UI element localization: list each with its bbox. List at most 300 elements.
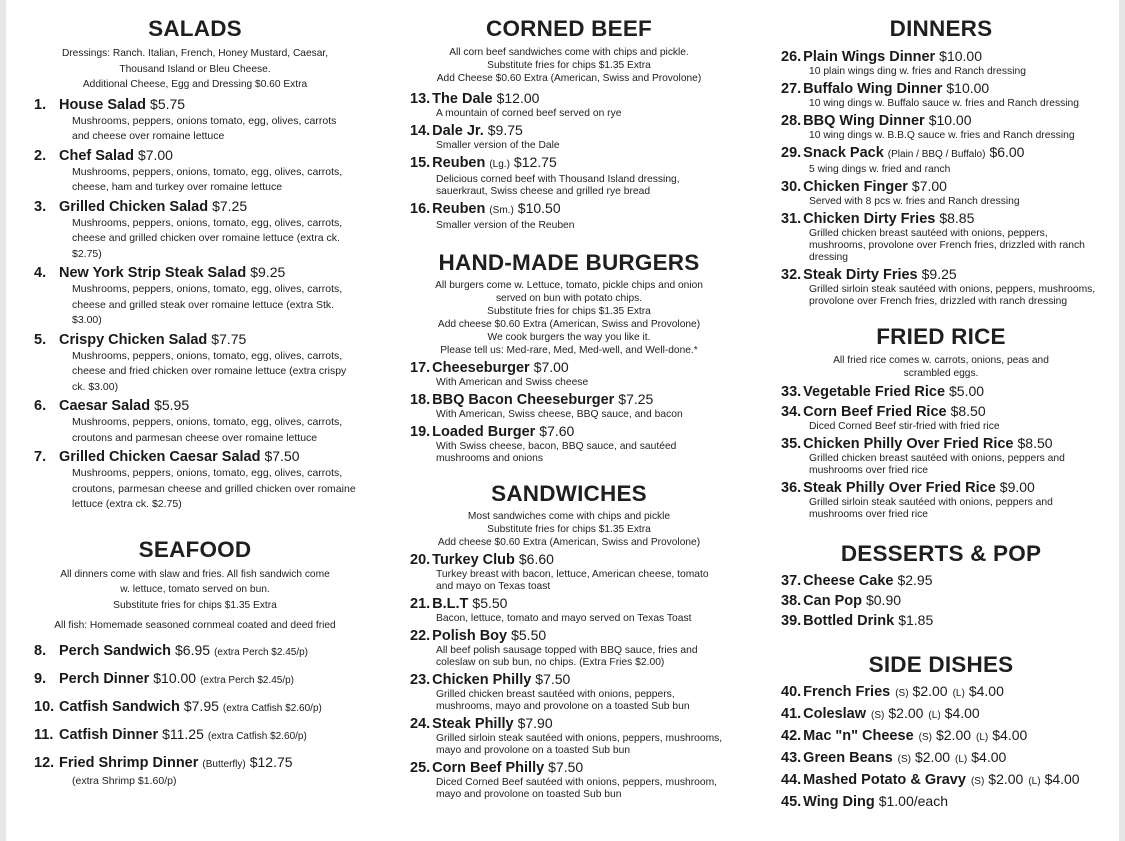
menu-item-header xyxy=(781,111,1101,130)
item-number: 25. xyxy=(410,760,431,776)
item-number: 19. xyxy=(410,424,431,440)
menu-page xyxy=(6,0,1119,841)
item-description: A mountain of corned beef served on rye xyxy=(436,108,622,119)
menu-item xyxy=(410,358,728,389)
item-description: Smaller version of the Reuben xyxy=(436,220,575,231)
menu-item-header xyxy=(34,725,356,746)
item-name: BBQ Bacon Cheeseburger xyxy=(432,392,615,408)
dinners-section xyxy=(781,14,1101,308)
menu-item-header xyxy=(34,697,356,718)
item-name: Grilled Chicken Salad xyxy=(59,198,209,215)
item-price: $2.95 xyxy=(897,572,933,588)
item-number: 39. xyxy=(781,613,802,629)
desserts-section xyxy=(781,539,1101,630)
item-number: 1. xyxy=(34,96,47,113)
size-small-label: (S) xyxy=(895,688,909,699)
item-price: $7.90 xyxy=(517,715,553,731)
menu-item xyxy=(781,382,1101,401)
item-price: $9.75 xyxy=(487,122,523,138)
item-name: Corn Beef Fried Rice xyxy=(803,404,947,420)
item-number: 21. xyxy=(410,596,431,612)
item-name: Loaded Burger xyxy=(432,424,536,440)
item-price: $10.00 xyxy=(939,48,982,64)
item-price: $11.25 xyxy=(162,725,204,742)
item-price: $7.50 xyxy=(548,759,584,775)
menu-item-header xyxy=(34,641,356,662)
seafood-section xyxy=(34,535,356,790)
menu-item xyxy=(34,95,356,145)
menu-item-header xyxy=(410,422,728,441)
item-description: With American and Swiss cheese xyxy=(436,377,589,388)
item-number: 26. xyxy=(781,49,802,65)
item-name: House Salad xyxy=(59,96,147,113)
menu-item-header xyxy=(781,209,1101,228)
item-price: $8.50 xyxy=(1017,435,1053,451)
item-name: Corn Beef Philly xyxy=(432,760,545,776)
item-name: Buffalo Wing Dinner xyxy=(803,81,943,97)
item-number: 34. xyxy=(781,404,802,420)
item-name: Plain Wings Dinner xyxy=(803,49,936,65)
dinners-title: DINNERS xyxy=(889,16,993,41)
item-description: Bacon, lettuce, tomato and mayo served on Texas Toast xyxy=(436,613,692,624)
menu-item xyxy=(781,177,1101,208)
item-number: 9. xyxy=(34,670,47,687)
item-description: Mushrooms, peppers, onions, tomato, egg, olives, carrots, cheese and fried chicken over romaine lettuce (extra crispy ck. $3.00) xyxy=(72,349,347,393)
item-price: $7.75 xyxy=(211,330,247,347)
menu-item-header xyxy=(781,770,1101,791)
item-description: Diced Corned Beef sautéed with onions, peppers, mushroom, mayo and provolone on toasted Sub bun xyxy=(436,777,718,800)
item-price: $7.00 xyxy=(533,359,569,375)
burgers-title: HAND-MADE BURGERS xyxy=(438,250,700,275)
menu-item-header xyxy=(781,748,1101,769)
item-price: $6.60 xyxy=(518,551,554,567)
item-variant: (Sm.) xyxy=(489,205,514,216)
menu-item xyxy=(781,726,1101,747)
menu-item xyxy=(781,682,1101,703)
item-description: 5 wing dings w. fried and ranch xyxy=(809,164,951,175)
size-small-price: $2.00 xyxy=(912,683,948,699)
item-number: 35. xyxy=(781,436,802,452)
burgers-note: All burgers come w. Lettuce, tomato, pickle chips and onion served on bun with potato chips. Substitute fries for chips $1.35 Extra Add cheese $0.60 Extra (American, Swiss and Provolone) We cook burgers the way you like it. Please tell us: Med-rare, Med, Med-well, and Well-done.* xyxy=(435,280,703,356)
menu-item-header xyxy=(781,478,1101,497)
sandwiches-section xyxy=(410,479,728,801)
item-number: 43. xyxy=(781,750,802,766)
item-description: With Swiss cheese, bacon, BBQ sauce, and sautéed mushrooms and onions xyxy=(436,441,677,464)
item-price: $7.95 xyxy=(183,697,219,714)
menu-item xyxy=(781,611,1101,630)
item-number: 6. xyxy=(34,398,47,414)
menu-item-header xyxy=(410,550,728,569)
menu-item-header xyxy=(410,199,728,220)
item-price: $0.90 xyxy=(865,592,902,608)
menu-item-header xyxy=(410,153,728,174)
item-number: 18. xyxy=(410,392,431,408)
item-name: Bottled Drink xyxy=(803,613,895,629)
column-right xyxy=(781,14,1101,811)
menu-item-header xyxy=(410,670,728,689)
item-name: Perch Dinner xyxy=(59,670,150,687)
item-price: $6.95 xyxy=(175,641,211,658)
size-small-label: (S) xyxy=(918,732,932,743)
menu-item xyxy=(410,714,728,757)
menu-item-header xyxy=(34,146,356,165)
item-description: Mushrooms, peppers, onions tomato, egg, olives, carrots and cheese over romaine lettuce xyxy=(72,114,337,142)
item-price: $12.00 xyxy=(496,90,540,106)
menu-item xyxy=(410,422,728,465)
item-number: 14. xyxy=(410,123,431,139)
item-number: 11. xyxy=(34,726,54,743)
menu-item-header xyxy=(34,396,356,415)
item-name: New York Strip Steak Salad xyxy=(59,265,247,281)
menu-item-header xyxy=(781,792,1101,811)
item-price: $5.50 xyxy=(472,595,508,611)
menu-item xyxy=(781,792,1101,811)
item-description: Grilled sirloin steak sautéed with onions, peppers, mushrooms, mayo and provolone on a toasted Sub bun xyxy=(436,733,723,756)
item-name: Cheeseburger xyxy=(432,360,530,376)
item-name: Steak Dirty Fries xyxy=(803,267,918,283)
item-description: Delicious corned beef with Thousand Island dressing, sauerkraut, Swiss cheese and grilled rye bread xyxy=(436,174,680,197)
seafood-title: SEAFOOD xyxy=(138,536,252,562)
item-price: $12.75 xyxy=(513,154,557,170)
menu-item xyxy=(34,753,356,790)
item-name: Dale Jr. xyxy=(432,123,484,139)
item-price: $10.00 xyxy=(928,112,972,128)
menu-item xyxy=(34,725,356,746)
item-number: 33. xyxy=(781,384,802,400)
menu-item xyxy=(410,121,728,152)
item-price: $5.95 xyxy=(154,397,190,413)
item-variant: (Butterfly) xyxy=(202,758,246,770)
item-description: 10 plain wings ding w. fries and Ranch dressing xyxy=(809,66,1026,77)
seafood-note: All dinners come with slaw and fries. All fish sandwich come w. lettuce, tomato served on bun. Substitute fries for chips $1.35 Extra All fish: Homemade seasoned cornmeal coated and deed fried xyxy=(54,568,336,631)
menu-item xyxy=(781,209,1101,264)
salads-title: SALADS xyxy=(148,16,242,41)
size-large-price: $4.00 xyxy=(971,749,1007,765)
menu-item xyxy=(34,197,356,263)
fried-rice-title: FRIED RICE xyxy=(876,324,1006,349)
item-price: $7.50 xyxy=(264,448,300,464)
item-number: 13. xyxy=(410,91,431,107)
column-left xyxy=(34,14,356,789)
menu-item-header xyxy=(410,121,728,140)
item-number: 16. xyxy=(410,201,431,217)
menu-item-header xyxy=(34,263,356,282)
item-name: Grilled Chicken Caesar Salad xyxy=(59,449,261,465)
sandwiches-note: Most sandwiches come with chips and pickle Substitute fries for chips $1.35 Extra Add cheese $0.60 Extra (American, Swiss and Provolone) xyxy=(437,511,701,548)
item-description: Grilled sirloin steak sautéed with onions, peppers, mushrooms, provolone over French fries, drizzled with ranch dressing xyxy=(809,284,1096,307)
menu-item xyxy=(34,697,356,718)
menu-item-header xyxy=(781,726,1101,747)
item-description: Grilled chicken breast sautéed with onions, peppers, mushrooms, mayo and provolone on a toasted Sub bun xyxy=(436,689,690,712)
corned-beef-note: All corn beef sandwiches come with chips and pickle. Substitute fries for chips $1.35 Extra Add Cheese $0.60 Extra (American, Swiss and Provolone) xyxy=(436,47,702,84)
item-number: 22. xyxy=(410,628,431,644)
item-name: Mac "n" Cheese xyxy=(803,728,914,744)
menu-item-header xyxy=(34,330,356,349)
menu-item-header xyxy=(781,591,1101,610)
menu-item-header xyxy=(34,447,356,466)
item-name: French Fries xyxy=(803,684,891,700)
menu-item xyxy=(781,571,1101,590)
item-name: Can Pop xyxy=(803,593,862,609)
menu-item-header xyxy=(781,382,1101,401)
item-price: $10.50 xyxy=(517,200,561,216)
menu-item-header xyxy=(410,714,728,733)
menu-item xyxy=(410,199,728,232)
size-small-price: $2.00 xyxy=(914,749,951,765)
size-small-label: (S) xyxy=(871,710,885,721)
item-number: 23. xyxy=(410,672,431,688)
item-number: 37. xyxy=(781,573,802,589)
size-small-price: $2.00 xyxy=(888,705,924,721)
item-description: With American, Swiss cheese, BBQ sauce, and bacon xyxy=(436,409,683,420)
menu-item-header xyxy=(781,704,1101,725)
item-price: $10.00 xyxy=(153,669,197,686)
item-number: 45. xyxy=(781,794,802,810)
menu-item-header xyxy=(410,358,728,377)
item-description: Turkey breast with bacon, lettuce, American cheese, tomato and mayo on Texas toast xyxy=(436,569,709,592)
menu-item xyxy=(781,478,1101,521)
item-number: 2. xyxy=(34,147,47,164)
item-number: 28. xyxy=(781,113,802,129)
menu-item xyxy=(781,591,1101,610)
item-number: 3. xyxy=(34,198,47,215)
item-name: Snack Pack xyxy=(803,145,884,161)
menu-item xyxy=(410,626,728,669)
menu-item-header xyxy=(410,626,728,645)
fried-rice-note: All fried rice comes w. carrots, onions, peas and scrambled eggs. xyxy=(833,355,1049,379)
menu-item-header xyxy=(781,571,1101,590)
menu-item xyxy=(410,758,728,801)
fried-rice-section xyxy=(781,322,1101,521)
size-large-label: (L) xyxy=(955,754,968,765)
item-number: 32. xyxy=(781,267,802,283)
item-price: $7.60 xyxy=(539,423,575,439)
size-large-label: (L) xyxy=(1028,776,1041,787)
item-name: Green Beans xyxy=(803,750,893,766)
size-large-label: (L) xyxy=(952,688,965,699)
menu-item xyxy=(781,79,1101,110)
menu-item-header xyxy=(781,265,1101,284)
item-number: 5. xyxy=(34,331,47,348)
menu-item xyxy=(410,594,728,625)
item-price: $10.00 xyxy=(946,80,990,96)
item-description: All beef polish sausage topped with BBQ sauce, fries and coleslaw on sub bun, no chips. (Extra Fries $2.00) xyxy=(436,645,698,668)
item-number: 36. xyxy=(781,480,802,496)
size-small-price: $2.00 xyxy=(988,771,1024,787)
item-number: 15. xyxy=(410,155,431,171)
menu-item-header xyxy=(34,753,356,774)
item-name: Reuben xyxy=(432,155,486,171)
item-extra: (extra Catfish $2.60/p) xyxy=(207,730,307,742)
menu-item xyxy=(781,770,1101,791)
side-dishes-title: SIDE DISHES xyxy=(868,652,1014,677)
menu-item-header xyxy=(781,402,1101,421)
menu-item-header xyxy=(410,390,728,409)
item-name: Chicken Philly Over Fried Rice xyxy=(803,436,1014,452)
menu-item xyxy=(34,146,356,196)
size-small-label: (S) xyxy=(897,754,911,765)
menu-item xyxy=(781,402,1101,433)
side-dishes-section xyxy=(781,650,1101,811)
item-description: Grilled chicken breast sautéed with onions, peppers and mushrooms over fried rice xyxy=(809,453,1065,476)
menu-item-header xyxy=(34,197,356,216)
size-large-price: $4.00 xyxy=(1044,771,1080,787)
menu-item xyxy=(34,641,356,662)
item-price: $8.85 xyxy=(939,210,975,226)
item-name: Catfish Sandwich xyxy=(59,698,180,715)
menu-item xyxy=(34,447,356,513)
sandwiches-title: SANDWICHES xyxy=(491,481,647,506)
item-number: 12. xyxy=(34,754,55,771)
salads-note: Dressings: Ranch. Italian, French, Honey Mustard, Caesar, Thousand Island or Bleu Cheese. Additional Cheese, Egg and Dressing $0.60 Extra xyxy=(61,48,329,90)
menu-item xyxy=(34,330,356,396)
item-number: 27. xyxy=(781,81,802,97)
item-extra: (extra Perch $2.45/p) xyxy=(214,646,308,658)
item-name: The Dale xyxy=(432,91,493,107)
menu-item xyxy=(34,263,356,329)
item-number: 42. xyxy=(781,728,802,744)
item-price: $9.25 xyxy=(250,264,286,280)
size-large-label: (L) xyxy=(928,710,941,721)
menu-item-header xyxy=(34,669,356,690)
menu-item-header xyxy=(781,47,1101,66)
item-name: Fried Shrimp Dinner xyxy=(59,754,199,771)
item-number: 31. xyxy=(781,211,802,227)
item-description: (extra Shrimp $1.60/p) xyxy=(72,774,177,787)
desserts-title: DESSERTS & POP xyxy=(840,541,1042,566)
item-price: $9.00 xyxy=(999,479,1035,495)
item-number: 41. xyxy=(781,706,802,722)
item-number: 4. xyxy=(34,265,47,281)
item-price: $6.00 xyxy=(989,144,1025,160)
item-price: $7.25 xyxy=(618,391,654,407)
menu-item xyxy=(781,748,1101,769)
menu-item xyxy=(781,265,1101,308)
item-name: Coleslaw xyxy=(803,706,867,722)
item-name: Chicken Finger xyxy=(803,179,908,195)
item-description: Mushrooms, peppers, onions, tomato, egg, olives, carrots, cheese, ham and turkey over romaine lettuce xyxy=(72,165,343,193)
item-price: $1.00/each xyxy=(878,793,949,809)
item-description: Grilled chicken breast sautéed with onions, peppers, mushrooms, provolone over French fries, drizzled with ranch dressing xyxy=(809,228,1085,263)
item-variant: (Lg.) xyxy=(489,159,510,170)
size-large-price: $4.00 xyxy=(992,727,1028,743)
item-name: Vegetable Fried Rice xyxy=(803,384,946,400)
size-large-label: (L) xyxy=(976,732,989,743)
item-number: 24. xyxy=(410,716,431,732)
burgers-section xyxy=(410,248,728,465)
item-description: Diced Corned Beef stir-fried with fried rice xyxy=(809,421,1000,432)
item-name: Reuben xyxy=(432,201,486,217)
menu-item-header xyxy=(781,434,1101,453)
menu-item xyxy=(34,669,356,690)
item-price: $7.00 xyxy=(911,178,947,194)
menu-item xyxy=(781,143,1101,176)
item-name: Steak Philly Over Fried Rice xyxy=(803,480,996,496)
item-description: Grilled sirloin steak sautéed with onions, peppers and mushrooms over fried rice xyxy=(809,497,1053,520)
item-price: $12.75 xyxy=(249,753,293,770)
menu-item xyxy=(781,434,1101,477)
item-name: Wing Ding xyxy=(803,794,875,810)
item-price: $5.00 xyxy=(949,383,985,399)
item-description: Mushrooms, peppers, onions, tomato, egg, olives, carrots, croutons and parmesan cheese over romaine lettuce xyxy=(72,416,343,444)
item-description: Mushrooms, peppers, onions, tomato, egg, olives, carrots, cheese and grilled steak over romaine lettuce (extra Stk. $3.00) xyxy=(72,283,343,326)
item-price: $1.85 xyxy=(898,612,934,628)
menu-item-header xyxy=(410,89,728,108)
menu-item xyxy=(781,704,1101,725)
menu-item-header xyxy=(781,143,1101,164)
item-description: Mushrooms, peppers, onions, tomato, egg, olives, carrots, croutons, parmesan cheese and grilled chicken over romaine lettuce (extra ck. $2.75) xyxy=(72,467,356,510)
item-number: 8. xyxy=(34,642,47,659)
item-name: Catfish Dinner xyxy=(59,726,159,743)
menu-item xyxy=(410,550,728,593)
item-variant: (Plain / BBQ / Buffalo) xyxy=(887,149,986,160)
item-extra: (extra Perch $2.45/p) xyxy=(200,674,295,686)
item-number: 29. xyxy=(781,145,802,161)
item-name: Steak Philly xyxy=(432,716,514,732)
item-name: BBQ Wing Dinner xyxy=(803,113,925,129)
item-extra: (extra Catfish $2.60/p) xyxy=(222,702,322,714)
item-description: Served with 8 pcs w. fries and Ranch dressing xyxy=(809,196,1020,207)
menu-item-header xyxy=(781,79,1101,98)
item-price: $5.50 xyxy=(511,627,547,643)
item-number: 30. xyxy=(781,179,802,195)
item-number: 44. xyxy=(781,772,802,788)
corned-beef-title: CORNED BEEF xyxy=(486,16,652,41)
menu-item xyxy=(410,89,728,120)
size-small-label: (S) xyxy=(970,776,985,787)
menu-item xyxy=(781,47,1101,78)
item-price: $9.25 xyxy=(921,266,957,282)
column-middle xyxy=(410,14,728,801)
item-name: Mashed Potato & Gravy xyxy=(803,772,966,788)
item-number: 7. xyxy=(34,449,47,465)
menu-item xyxy=(410,390,728,421)
item-number: 40. xyxy=(781,684,802,700)
item-description: Mushrooms, peppers, onions, tomato, egg, olives, carrots, cheese and grilled chicken over romaine lettuce (extra ck. $2.75) xyxy=(72,216,343,260)
menu-item-header xyxy=(781,682,1101,703)
item-description: 10 wing dings w. Buffalo sauce w. fries and Ranch dressing xyxy=(809,98,1079,109)
item-name: Perch Sandwich xyxy=(59,642,172,659)
item-name: Chicken Philly xyxy=(432,672,532,688)
item-name: Chef Salad xyxy=(59,147,134,164)
item-name: Caesar Salad xyxy=(59,398,151,414)
menu-item-header xyxy=(410,594,728,613)
menu-item xyxy=(34,396,356,446)
menu-item-header xyxy=(34,95,356,114)
corned-beef-section xyxy=(410,14,728,232)
menu-item-header xyxy=(410,758,728,777)
item-name: Polish Boy xyxy=(432,628,508,644)
menu-item xyxy=(410,153,728,198)
size-large-price: $4.00 xyxy=(968,683,1004,699)
item-price: $7.00 xyxy=(137,146,173,163)
item-price: $5.75 xyxy=(150,95,186,112)
menu-item xyxy=(410,670,728,713)
item-name: B.L.T xyxy=(432,596,469,612)
item-price: $7.25 xyxy=(212,197,248,214)
item-number: 38. xyxy=(781,593,802,609)
size-large-price: $4.00 xyxy=(944,705,980,721)
item-number: 20. xyxy=(410,552,431,568)
menu-item xyxy=(781,111,1101,142)
item-name: Cheese Cake xyxy=(803,573,894,589)
item-number: 10. xyxy=(34,698,55,715)
menu-item-header xyxy=(781,611,1101,630)
item-price: $8.50 xyxy=(950,403,986,419)
item-number: 17. xyxy=(410,360,431,376)
item-description: 10 wing dings w. B.B.Q sauce w. fries and Ranch dressing xyxy=(809,130,1075,141)
item-name: Chicken Dirty Fries xyxy=(803,211,936,227)
